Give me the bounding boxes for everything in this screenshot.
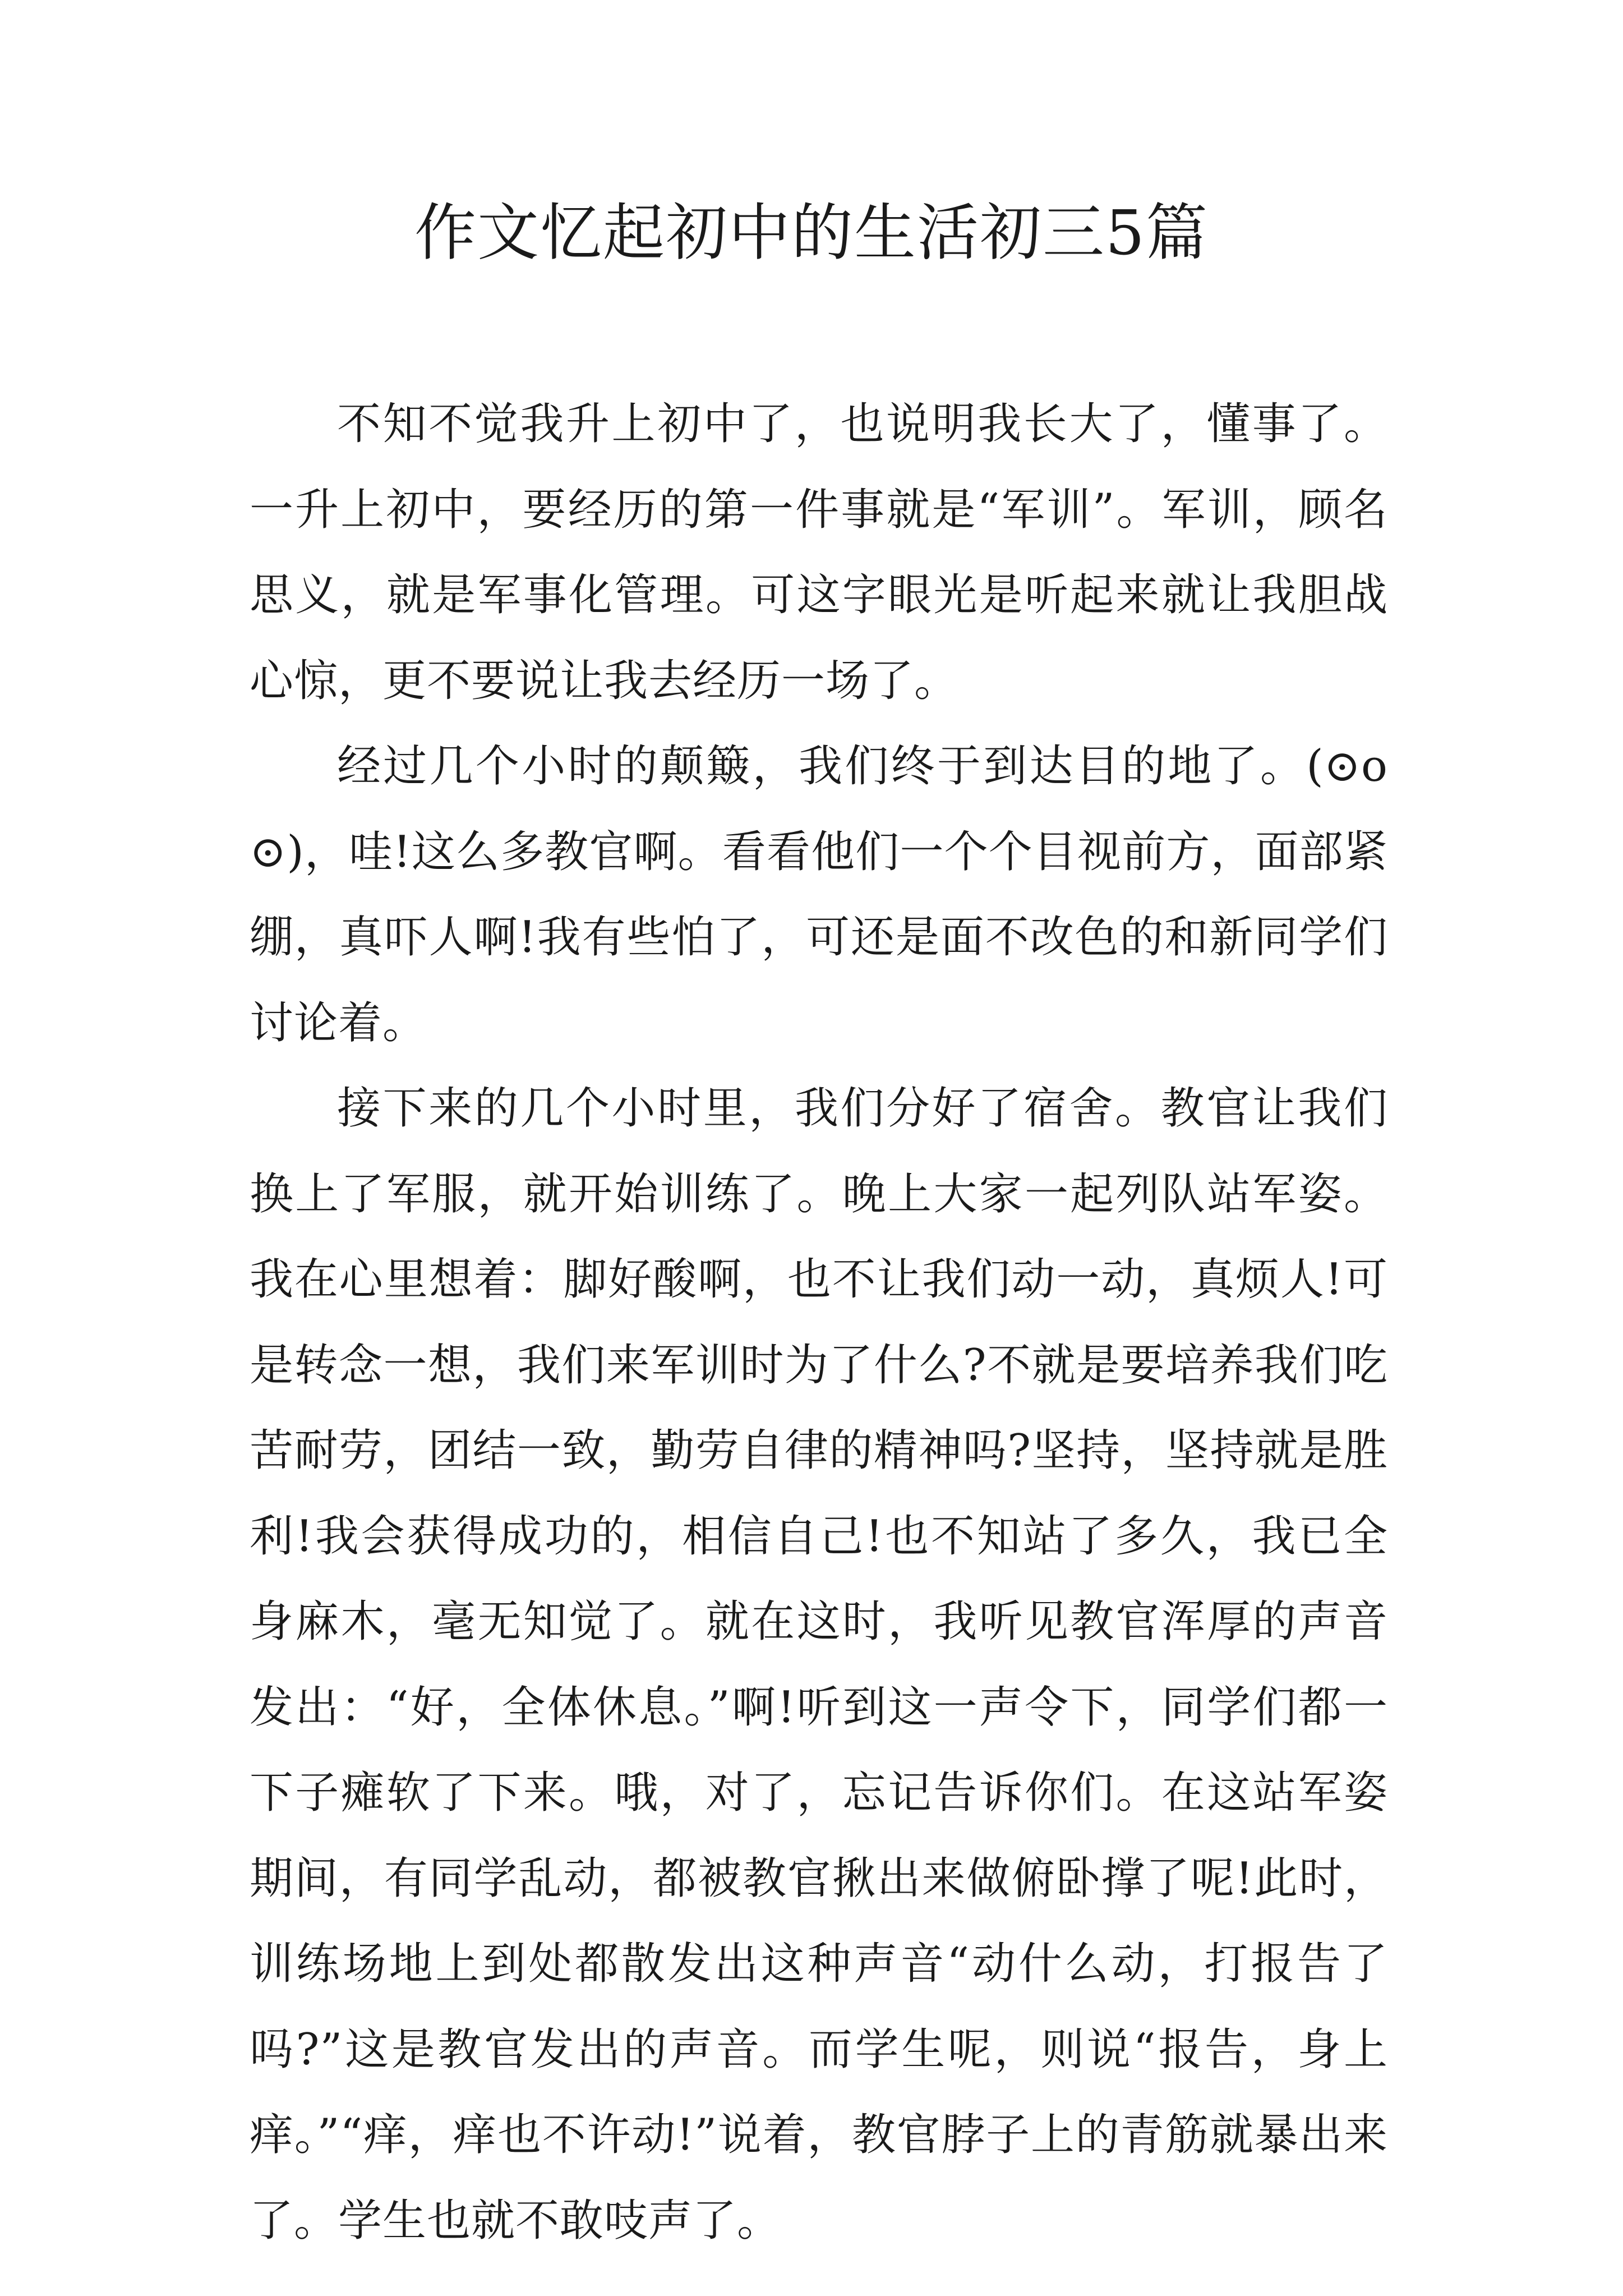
paragraph-1: 不知不觉我升上初中了，也说明我长大了，懂事了。一升上初中，要经历的第一件事就是“军训”。军训，顾名思义，就是军事化管理。可这字眼光是听起来就让我胆战心惊，更不要说让我去经历一场了。 <box>250 399 1388 706</box>
paragraph-3: 接下来的几个小时里，我们分好了宿舍。教官让我们换上了军服，就开始训练了。晚上大家一起列队站军姿。我在心里想着：脚好酸啊，也不让我们动一动，真烦人!可是转念一想，我们来军训时为了什么?不就是要培养我们吃苦耐劳，团结一致，勤劳自律的精神吗?坚持，坚持就是胜利!我会获得成功的，相信自己!也不知站了多久，我已全身麻木，毫无知觉了。就在这时，我听见教官浑厚的声音发出：“好，全体休息。”啊!听到这一声令下，同学们都一下子瘫软了下来。哦，对了，忘记告诉你们。在这站军姿期间，有同学乱动，都被教官揪出来做俯卧撑了呢!此时，训练场地上到处都散发出这种声音“动什么动，打报告了吗?”这是教官发出的声音。而学生呢，则说“报告，身上痒。”“痒，痒也不许动!”说着，教官脖子上的青筋就暴出来了。学生也就不敢吱声了。 <box>250 1083 1388 2246</box>
paragraph-2: 经过几个小时的颠簸，我们终于到达目的地了。(⊙o⊙)，哇!这么多教官啊。看看他们一个个目视前方，面部紧绷，真吓人啊!我有些怕了，可还是面不改色的和新同学们讨论着。 <box>250 741 1388 1048</box>
document-title: 作文忆起初中的生活初三5篇 <box>414 197 1209 269</box>
document-body <box>250 381 1388 2263</box>
